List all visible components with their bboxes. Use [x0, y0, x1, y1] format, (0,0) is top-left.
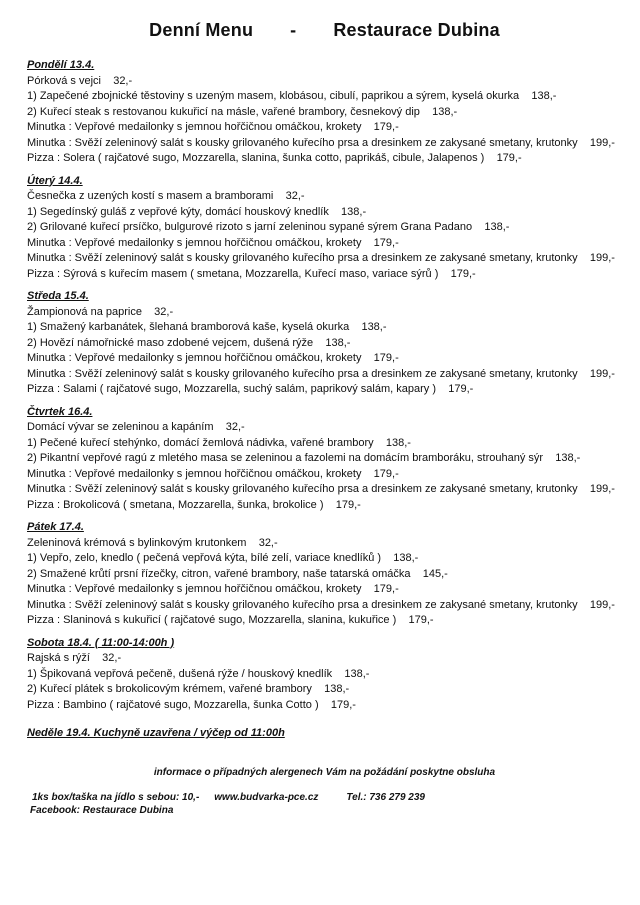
menu-item-1: 1) Segedínský guláš z vepřové kýty, domácí houskový knedlík 138,-	[27, 205, 367, 218]
pizza-line: Pizza : Brokolicová ( smetana, Mozzarella, šunka, brokolice ) 179,-	[27, 498, 361, 511]
sunday-closed-note: Neděle 19.4. Kuchyně uzavřena / výčep od 11:00h	[27, 727, 285, 739]
menu-item-2: 2) Kuřecí plátek s brokolicovým krémem, vařené brambory 138,-	[27, 683, 350, 695]
menu-item-1: 1) Zapečené zbojnické těstoviny s uzeným masem, klobásou, cibulí, paprikou a sýrem, kyselá okurka 138,-	[27, 90, 557, 102]
minutka-line-2: Minutka : Svěží zeleninový salát s kousky grilovaného kuřecího prsa a dresinkem ze zakysané smetany, krutonky 199,-	[27, 136, 615, 149]
website-text: www.budvarka-pce.cz	[214, 791, 319, 803]
menu-item-2: 2) Kuřecí steak s restovanou kukuřicí na másle, vařené brambory, česnekový dip 138,-	[27, 105, 458, 118]
soup-line: Domácí vývar se zeleninou a kapáním 32,-	[27, 421, 245, 433]
minutka-line-2: Minutka : Svěží zeleninový salát s kousky grilovaného kuřecího prsa a dresinkem ze zakysané smetany, krutonky 199,-	[27, 367, 615, 380]
title-dash: -	[290, 20, 297, 40]
day-section-tuesday	[27, 174, 622, 283]
menu-item-2: 2) Pikantní vepřové ragú z mletého masa se zeleninou a fazolemi na domácím bramboráku, strouhaný sýr 138,-	[27, 452, 581, 464]
day-header: Pondělí 13.4.	[27, 59, 95, 71]
day-section-wednesday	[27, 289, 622, 398]
minutka-line-1: Minutka : Vepřové medailonky s jemnou hořčičnou omáčkou, krokety 179,-	[27, 236, 399, 249]
pizza-line: Pizza : Bambino ( rajčatové sugo, Mozzarella, šunka Cotto ) 179,-	[27, 698, 356, 711]
takeaway-box-note: 1ks box/taška na jídlo s sebou: 10,-	[32, 791, 200, 803]
page-title	[27, 20, 622, 41]
menu-item-2: 2) Grilované kuřecí prsíčko, bulgurové rizoto s jarní zeleninou sypané sýrem Grana Padano 138,-	[27, 221, 510, 233]
day-header: Pátek 17.4.	[27, 521, 84, 533]
soup-line: Žampionová na paprice 32,-	[27, 305, 174, 318]
menu-item-1: 1) Špikovaná vepřová pečeně, dušená rýže / houskový knedlík 138,-	[27, 667, 370, 680]
minutka-line-1: Minutka : Vepřové medailonky s jemnou hořčičnou omáčkou, krokety 179,-	[27, 121, 399, 133]
menu-item-1: 1) Smažený karbanátek, šlehaná bramborová kaše, kyselá okurka 138,-	[27, 321, 387, 333]
minutka-line-1: Minutka : Vepřové medailonky s jemnou hořčičnou omáčkou, krokety 179,-	[27, 352, 399, 364]
footer-contact-line	[32, 791, 622, 805]
soup-line: Zeleninová krémová s bylinkovým krutonkem 32,-	[27, 536, 278, 549]
minutka-line-2: Minutka : Svěží zeleninový salát s kousky grilovaného kuřecího prsa a dresinkem ze zakysané smetany, krutonky 199,-	[27, 598, 615, 611]
day-header: Úterý 14.4.	[27, 174, 83, 187]
allergen-note: informace o případných alergenech Vám na požádání poskytne obsluha	[153, 766, 496, 778]
soup-line: Rajská s rýží 32,-	[27, 652, 122, 664]
menu-item-1: 1) Vepřo, zelo, knedlo ( pečená vepřová kýta, bílé zelí, variace knedlíků ) 138,-	[27, 552, 419, 564]
pizza-line: Pizza : Solera ( rajčatové sugo, Mozzarella, slanina, šunka cotto, paprikáš, cibule, Jalapenos ) 179,-	[27, 152, 522, 164]
phone-number: Tel.: 736 279 239	[346, 791, 425, 803]
day-header: Čtvrtek 16.4.	[27, 405, 93, 418]
pizza-line: Pizza : Slaninová s kukuřicí ( rajčatové sugo, Mozzarella, slanina, kukuřice ) 179,-	[27, 614, 434, 626]
day-header: Sobota 18.4. ( 11:00-14:00h )	[27, 636, 175, 649]
soup-line: Česnečka z uzených kostí s masem a bramborami 32,-	[27, 190, 305, 202]
menu-item-1: 1) Pečené kuřecí stehýnko, domácí žemlová nádivka, vařené brambory 138,-	[27, 436, 411, 449]
soup-line: Pórková s vejci 32,-	[27, 74, 133, 87]
minutka-line-2: Minutka : Svěží zeleninový salát s kousky grilovaného kuřecího prsa a dresinkem ze zakysané smetany, krutonky 199,-	[27, 483, 615, 495]
minutka-line-1: Minutka : Vepřové medailonky s jemnou hořčičnou omáčkou, krokety 179,-	[27, 583, 399, 595]
pizza-line: Pizza : Salami ( rajčatové sugo, Mozzarella, suchý salám, paprikový salám, kapary ) 179,-	[27, 383, 474, 395]
pizza-line: Pizza : Sýrová s kuřecím masem ( smetana, Mozzarella, Kuřecí maso, variace sýrů ) 179,-	[27, 267, 476, 280]
title-menu-name: Denní Menu	[149, 20, 254, 40]
footer	[27, 791, 622, 818]
day-section-saturday	[27, 636, 622, 714]
title-restaurant-name: Restaurace Dubina	[333, 20, 500, 40]
day-section-friday	[27, 520, 622, 629]
menu-item-2: 2) Hovězí námořnické maso zdobené vejcem, dušená rýže 138,-	[27, 336, 351, 349]
facebook-line: Facebook: Restaurace Dubina	[30, 805, 174, 816]
day-section-thursday	[27, 405, 622, 514]
day-section-monday	[27, 58, 622, 167]
minutka-line-1: Minutka : Vepřové medailonky s jemnou hořčičnou omáčkou, krokety 179,-	[27, 467, 399, 480]
menu-item-2: 2) Smažené krůtí prsní řízečky, citron, vařené brambory, naše tatarská omáčka 145,-	[27, 567, 448, 580]
minutka-line-2: Minutka : Svěží zeleninový salát s kousky grilovaného kuřecího prsa a dresinkem ze zakysané smetany, krutonky 199,-	[27, 252, 615, 264]
day-header: Středa 15.4.	[27, 290, 89, 302]
